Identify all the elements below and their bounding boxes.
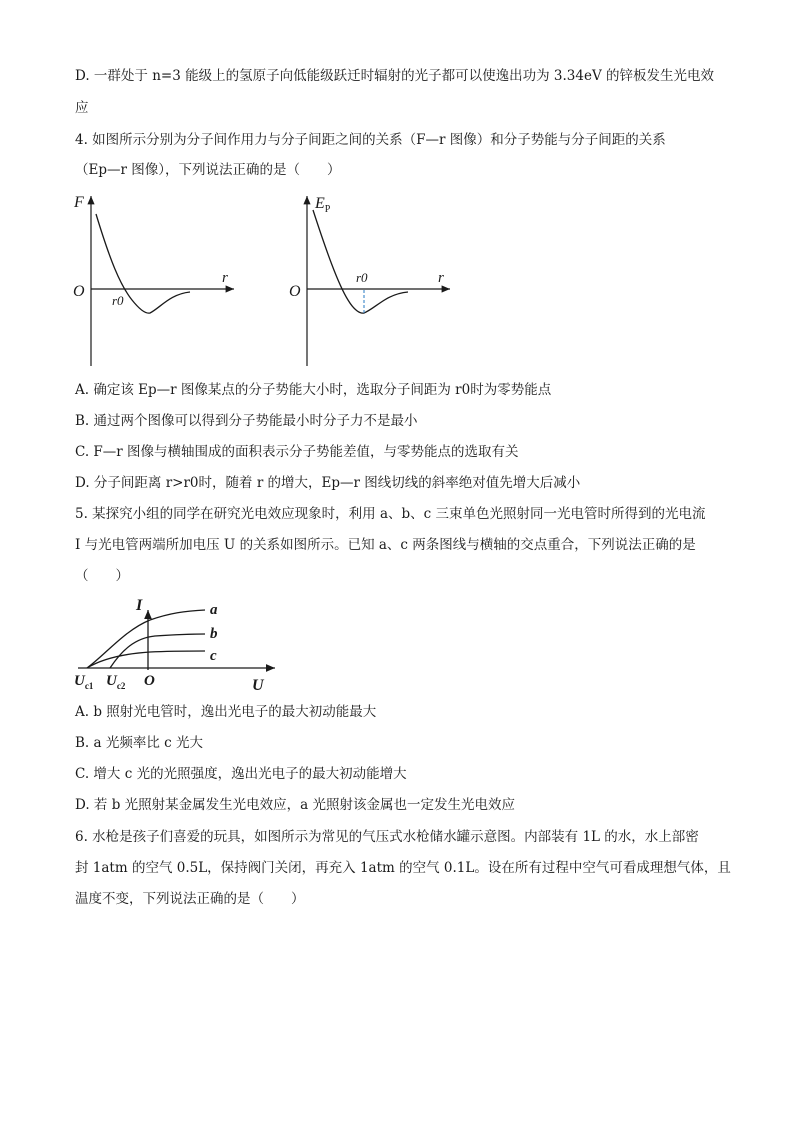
q5-option-c: C. 增大 c 光的光照强度，逸出光电子的最大初动能增大 <box>75 766 407 782</box>
r0-label: r0 <box>356 270 368 285</box>
force-curve <box>96 214 190 313</box>
q5-option-a: A. b 照射光电管时，逸出光电子的最大初动能最大 <box>75 704 377 720</box>
origin-label: O <box>289 283 301 300</box>
q5-option-d: D. 若 b 光照射某金属发生光电效应，a 光照射该金属也一定发生光电效应 <box>75 797 515 813</box>
potential-curve <box>313 210 408 313</box>
label-a: a <box>210 602 218 618</box>
x-label: r <box>438 270 444 286</box>
x-label: r <box>222 270 228 286</box>
uc1-label: $U_{c1}$ <box>74 673 94 691</box>
q3-option-d-line1: D. 一群处于 n=3 能级上的氢原子向低能级跃迁时辐射的光子都可以使逸出功为 3.34eV 的锌板发生光电效 <box>75 68 714 84</box>
x-label: U <box>252 677 264 694</box>
uc2-label: $U_{c2}$ <box>106 673 126 691</box>
q5-stem-line3: （ ） <box>75 568 129 584</box>
photocurrent-voltage-graph <box>70 590 280 696</box>
q4-option-a: A. 确定该 Ep—r 图像某点的分子势能大小时，选取分子间距为 r0时为零势能点 <box>75 382 552 398</box>
label-b: b <box>210 626 218 642</box>
q4-stem-line1: 4. 如图所示分别为分子间作用力与分子间距之间的关系（F—r 图像）和分子势能与分子间距的关系 <box>75 132 666 148</box>
q6-stem-line2: 封 1atm 的空气 0.5L，保持阀门关闭，再充入 1atm 的空气 0.1L。设在所有过程中空气可看成理想气体，且 <box>75 860 731 876</box>
y-label: I <box>136 597 143 614</box>
force-distance-graph <box>70 190 240 368</box>
potential-energy-graph <box>286 190 456 368</box>
q5-stem-line2: I 与光电管两端所加电压 U 的关系如图所示。已知 a、c 两条图线与横轴的交点重合，下列说法正确的是 <box>75 537 696 553</box>
q4-option-c: C. F—r 图像与横轴围成的面积表示分子势能差值，与零势能点的选取有关 <box>75 444 519 460</box>
q3-option-d-line2: 应 <box>75 100 89 116</box>
origin-label: O <box>144 673 155 689</box>
q5-option-b: B. a 光频率比 c 光大 <box>75 735 203 751</box>
q6-stem-line3: 温度不变，下列说法正确的是（ ） <box>75 891 305 907</box>
q4-option-d: D. 分子间距离 r>r0时，随着 r 的增大，Ep—r 图线切线的斜率绝对值先增大后减小 <box>75 475 581 491</box>
q6-stem-line1: 6. 水枪是孩子们喜爱的玩具，如图所示为常见的气压式水枪储水罐示意图。内部装有 1L 的水，水上部密 <box>75 829 699 845</box>
q4-stem-line2: （Ep—r 图像），下列说法正确的是（ ） <box>75 162 341 178</box>
origin-label: O <box>73 283 85 300</box>
y-label: $E_P$ <box>315 195 331 215</box>
r0-label: r0 <box>112 293 124 308</box>
q4-option-b: B. 通过两个图像可以得到分子势能最小时分子力不是最小 <box>75 413 418 429</box>
y-label: F <box>74 194 84 211</box>
q5-stem-line1: 5. 某探究小组的同学在研究光电效应现象时，利用 a、b、c 三束单色光照射同一光电管时所得到的光电流 <box>75 506 706 522</box>
label-c: c <box>210 648 217 664</box>
